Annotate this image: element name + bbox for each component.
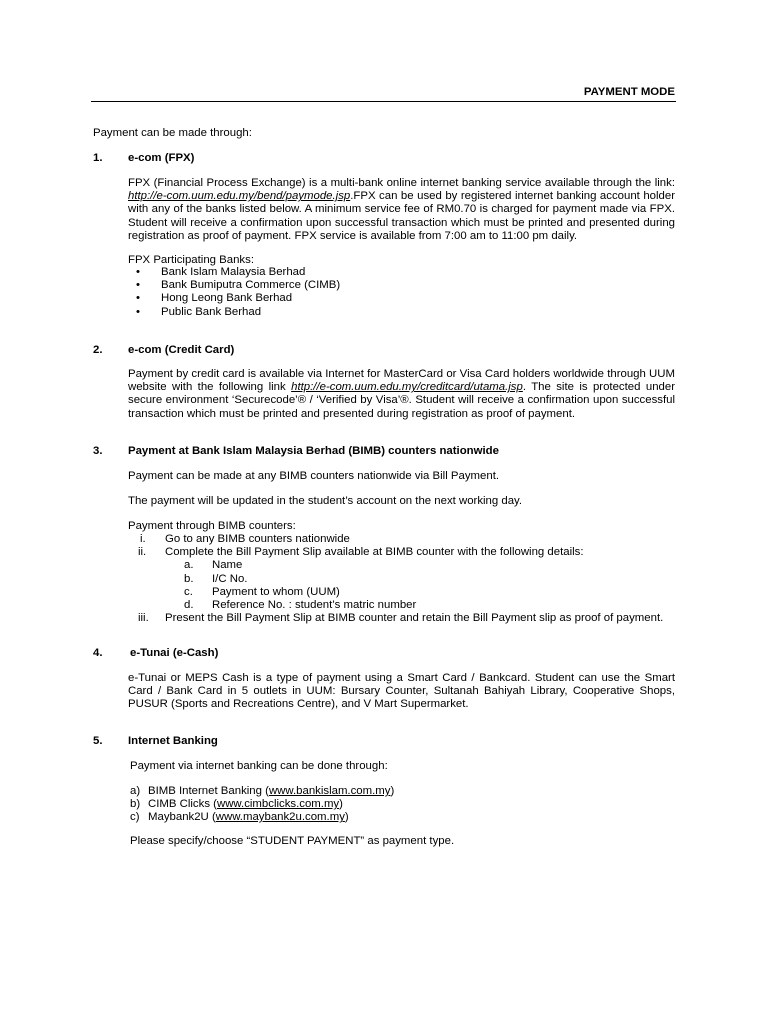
section-3-paragraph-2: The payment will be updated in the student’s account on the next working day. (128, 495, 523, 507)
list-item (128, 599, 688, 612)
section-1-text-b: .FPX can be used by registered internet banking account holder with any of the banks listed below. A minimum service fee of RM0.70 is charged for payment made via FPX. Student will receive a confirmation upon successful transaction which must be printed and presented during registration as proof of payment. FPX service is available from 7:00 am to 11:00 pm daily. (128, 190, 675, 242)
section-1-paragraph (128, 177, 675, 243)
section-3-paragraph-3: Payment through BIMB counters: (128, 520, 296, 532)
item-text-end: ) (339, 798, 343, 811)
section-5-paragraph-2: Please specify/choose “STUDENT PAYMENT” as payment type. (130, 835, 455, 847)
section-4-paragraph: e-Tunai or MEPS Cash is a type of payment using a Smart Card / Bankcard. Student can use the Smart Card / Bank Card in 5 outlets in UUM: Bursary Counter, Sultanah Bahiyah Library, Cooperative Shops, PUSUR (Sports and Recreations Centre), and V Mart Supermarket. (128, 672, 675, 711)
page-title: PAYMENT MODE (583, 86, 675, 98)
detail-text: I/C No. (212, 572, 248, 585)
item-marker: b) (130, 798, 141, 811)
list-item (128, 559, 688, 572)
step-text: Present the Bill Payment Slip at BIMB counter and retain the Bill Payment slip as proof of payment. (165, 612, 664, 625)
step-marker: i. (140, 533, 146, 545)
list-item (130, 811, 630, 824)
detail-marker: d. (184, 598, 194, 611)
fpx-paymode-link[interactable]: http://e-com.uum.edu.my/bend/paymode.jsp (128, 190, 351, 203)
section-3-number: 3. (93, 445, 103, 457)
section-1-text-a: FPX (Financial Process Exchange) is a multi-bank online internet banking service available through the link: (128, 177, 675, 189)
section-4-heading: e-Tunai (e-Cash) (130, 647, 219, 659)
section-1-number: 1. (93, 152, 103, 164)
bank-list (128, 266, 340, 319)
item-text: BIMB Internet Banking ( (148, 785, 269, 797)
list-item (128, 612, 688, 625)
list-item (130, 798, 630, 811)
bankislam-link[interactable]: www.bankislam.com.my (268, 785, 391, 797)
section-5-paragraph-1: Payment via internet banking can be done through: (130, 760, 388, 772)
list-item (128, 573, 688, 586)
item-marker: a) (130, 785, 141, 797)
list-item (130, 785, 630, 798)
detail-marker: c. (184, 585, 193, 598)
section-3-paragraph-1: Payment can be made at any BIMB counters nationwide via Bill Payment. (128, 470, 500, 482)
cimbclicks-link[interactable]: www.cimbclicks.com.my (216, 798, 340, 811)
bimb-steps-list (128, 533, 688, 625)
header-divider (91, 101, 676, 102)
item-text: Maybank2U ( (148, 811, 216, 824)
step-text: Go to any BIMB counters nationwide (165, 533, 350, 545)
detail-marker: a. (184, 559, 194, 572)
list-item: • Bank Islam Malaysia Berhad (128, 266, 340, 279)
item-text-end: ) (390, 785, 395, 797)
item-text: CIMB Clicks ( (148, 798, 217, 811)
section-2-text-a: Payment by credit card is available via Internet for MasterCard or Visa Card holders worldwide through UUM website with the following link (128, 368, 675, 394)
section-5-heading: Internet Banking (128, 735, 218, 747)
section-5-number: 5. (93, 735, 103, 747)
section-3-heading: Payment at Bank Islam Malaysia Berhad (BIMB) counters nationwide (128, 445, 499, 457)
list-item: • Hong Leong Bank Berhad (128, 292, 340, 305)
detail-text: Payment to whom (UUM) (212, 585, 340, 598)
section-2-number: 2. (93, 344, 103, 356)
detail-text: Name (212, 559, 243, 572)
list-item (128, 546, 688, 559)
list-item: • Public Bank Berhad (128, 306, 340, 319)
section-2-heading: e-com (Credit Card) (128, 344, 235, 356)
banks-title: FPX Participating Banks: (128, 254, 254, 266)
section-1-heading: e-com (FPX) (128, 152, 195, 164)
list-item (128, 586, 688, 599)
maybank2u-link[interactable]: www.maybank2u.com.my (215, 811, 345, 824)
detail-marker: b. (184, 572, 194, 585)
detail-text: Reference No. : student’s matric number (212, 598, 417, 611)
item-text-end: ) (344, 811, 349, 824)
intro-text: Payment can be made through: (93, 127, 252, 139)
creditcard-link[interactable]: http://e-com.uum.edu.my/creditcard/utama.jsp (291, 381, 523, 394)
item-marker: c) (130, 811, 140, 824)
internet-banking-list (130, 785, 630, 825)
section-4-number: 4. (93, 647, 103, 659)
step-text: Complete the Bill Payment Slip available at BIMB counter with the following details: (165, 546, 584, 559)
step-marker: iii. (138, 612, 149, 625)
section-2-text-b: . The site is protected under secure environment ‘Securecode’® / ‘Verified by Visa’®. Student will receive a confirmation upon successful transaction which must be printed and presented during registration as proof of payment. (128, 381, 675, 420)
step-marker: ii. (138, 546, 147, 559)
list-item (128, 533, 688, 546)
list-item: • Bank Bumiputra Commerce (CIMB) (128, 279, 340, 292)
section-2-paragraph (128, 368, 675, 421)
